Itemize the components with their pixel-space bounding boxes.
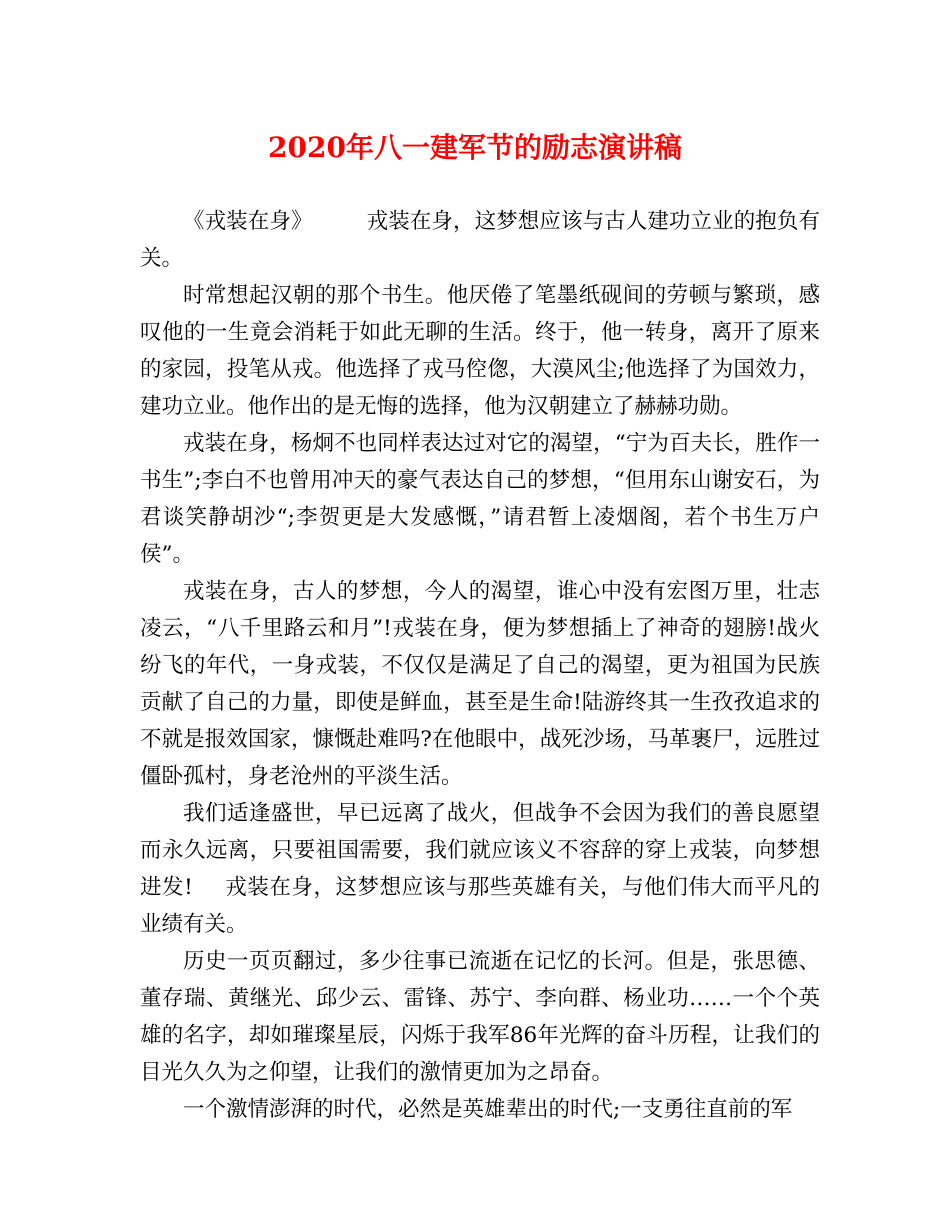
paragraph-text: 戎装在身，这梦想应该与古人建功立业的抱负有关。 [140, 209, 820, 271]
paragraph-lead: 《戎装在身》 [183, 209, 313, 234]
paragraph-6: 历史一页页翻过，多少往事已流逝在记忆的长河。但是，张思德、董存瑞、黄继光、邱少云、雷锋、苏宁、李向群、杨业功……一个个英雄的名字，却如璀璨星辰，闪烁于我军86年光辉的奋斗历程，让我们的目光久久为之仰望，让我们的激情更加为之昂奋。 [140, 949, 820, 1085]
document-title: 2020年八一建军节的励志演讲稿 [268, 131, 682, 164]
paragraph-2: 时常想起汉朝的那个书生。他厌倦了笔墨纸砚间的劳顿与繁琐，感叹他的一生竟会消耗于如此无聊的生活。终于，他一转身，离开了原来的家园，投笔从戎。他选择了戎马倥偬，大漠风尘;他选择了为国效力，建功立业。他作出的是无悔的选择，他为汉朝建立了赫赫功勋。 [140, 283, 820, 419]
paragraph-text: 我们适逢盛世，早已远离了战火，但战争不会因为我们的善良愿望而永久远离，只要祖国需要，我们就应该义不容辞的穿上戎装，向梦想进发! [140, 801, 820, 900]
document-body [140, 203, 820, 1128]
paragraph-7: 一个激情澎湃的时代，必然是英雄辈出的时代;一支勇往直前的军 [183, 1097, 793, 1122]
paragraph-tail: 戎装在身，这梦想应该与那些英雄有关，与他们伟大而平凡的业绩有关。 [140, 875, 820, 937]
paragraph-4: 戎装在身，古人的梦想，今人的渴望，谁心中没有宏图万里，壮志凌云，“八千里路云和月”!戎装在身，便为梦想插上了神奇的翅膀!战火纷飞的年代，一身戎装，不仅仅是满足了自己的渴望，更为祖国为民族贡献了自己的力量，即使是鲜血，甚至是生命!陆游终其一生孜孜追求的不就是报效国家，慷慨赴难吗?在他眼中，战死沙场，马革裹尸，远胜过僵卧孤村，身老沧州的平淡生活。 [140, 579, 820, 789]
paragraph-1 [140, 203, 820, 277]
paragraph-5 [140, 795, 820, 943]
paragraph-3: 戎装在身，杨炯不也同样表达过对它的渴望，“宁为百夫长，胜作一书生”;李白不也曾用冲天的豪气表达自己的梦想，“但用东山谢安石，为君谈笑静胡沙“;李贺更是大发感慨，”请君暂上凌烟阁，若个书生万户侯”。 [140, 431, 820, 567]
